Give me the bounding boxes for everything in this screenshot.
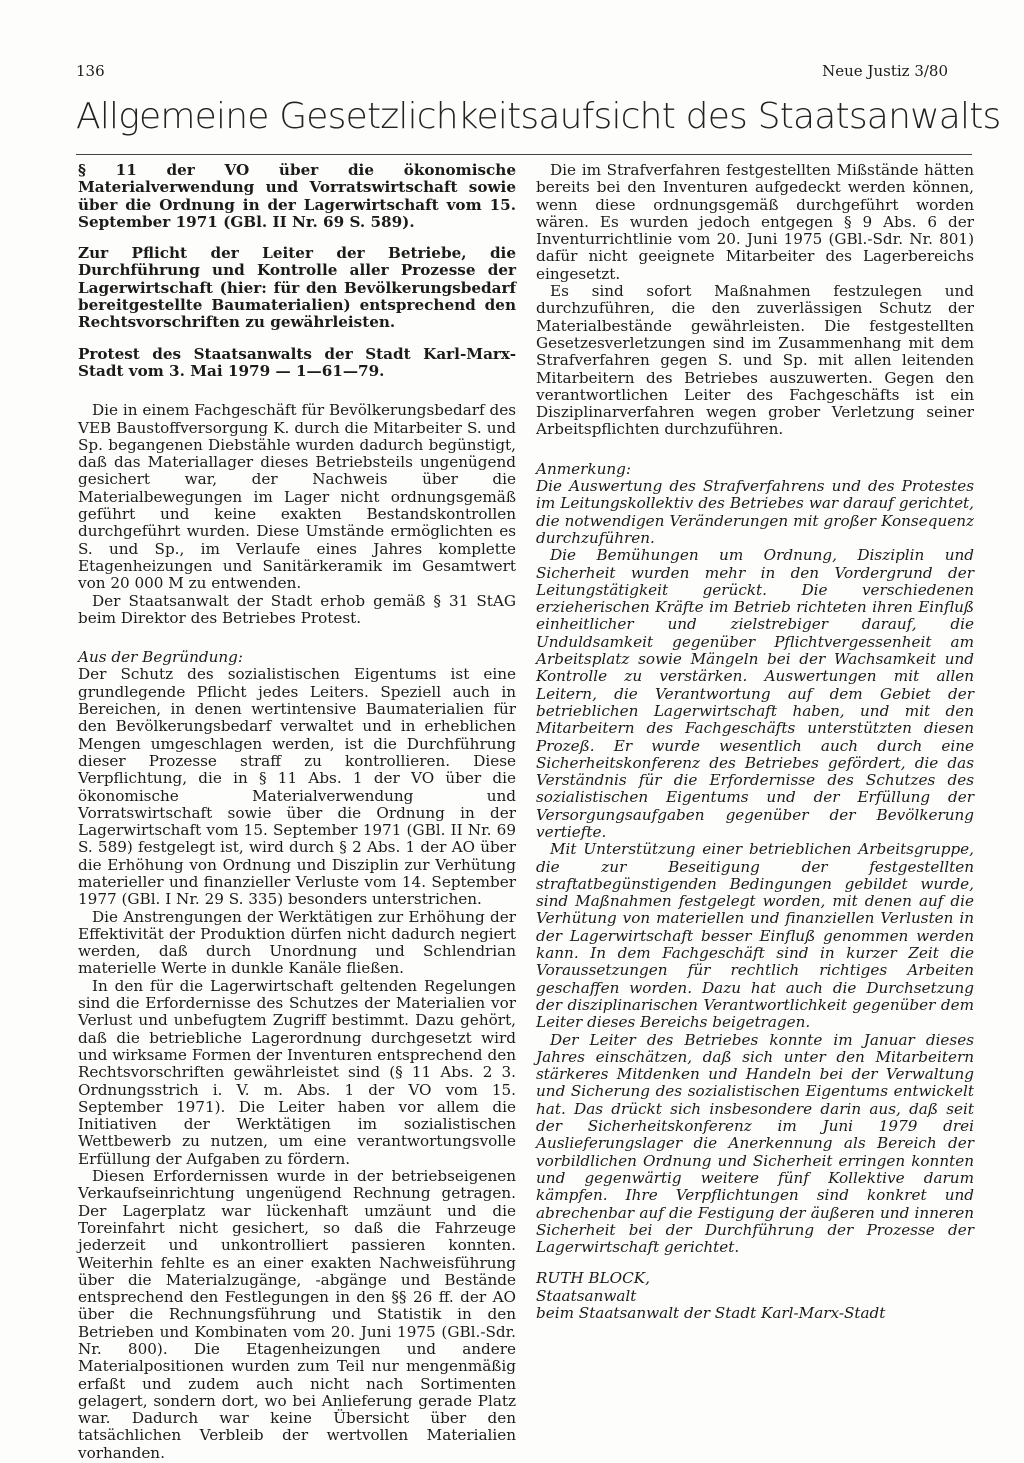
body-paragraph: Der Staatsanwalt der Stadt erhob gemäß § 31 StAG beim Direktor des Betriebes Protest. xyxy=(78,591,516,627)
author-office: beim Staatsanwalt der Stadt Karl-Marx-Stadt xyxy=(536,1304,886,1322)
body-paragraph: Es sind sofort Maßnahmen festzulegen und durchzuführen, die den zuverlässigen Schutz der Materialbestände gewährleisten. Die festgestellten Gesetzesverletzungen sind im Zusammenhang mit dem Strafverfahren gegen S. und Sp. mit allen leitenden Mitarbeitern des Betriebes auszuwerten. Gegen den verantwortlichen Leiter des Fachgeschäfts ist ein Disziplinarverfahren wegen grober Verletzung seiner Arbeitspflichten durchzuführen. xyxy=(536,282,974,439)
body-paragraph: Die in einem Fachgeschäft für Bevölkerungsbedarf des VEB Baustoffversorgung K. durch die Mitarbeiter S. und Sp. begangenen Diebstähle wurden dadurch begünstigt, daß das Materiallager dieses Betriebsteils ungenügend gesichert war, der Nachweis über die Materialbewegungen im Lager nicht ordnungsgemäß geführt und keine exakten Bestandskontrollen durchgeführt wurden. Diese Umstände ermöglichten es S. und Sp., im Verlaufe eines Jahres komplette Etagenheizungen und Sanitärkeramik im Gesamtwert von 20 000 M zu entwenden. xyxy=(78,401,516,593)
author-name: RUTH BLOCK, xyxy=(536,1269,650,1288)
left-column xyxy=(78,162,516,1462)
note-paragraph: Die Auswertung des Strafverfahrens und des Protestes im Leitungskollektiv des Betriebes war darauf gerichtet, die notwendigen Veränderungen mit großer Konsequenz durchzuführen. xyxy=(536,477,974,547)
note-heading: Anmerkung: xyxy=(536,459,632,478)
body-paragraph: Die Anstrengungen der Werktätigen zur Erhöhung der Effektivität der Produktion dürfen nicht dadurch negiert werden, daß durch Unordnung und Schlendrian materielle Werte in dunkle Kanäle fließen. xyxy=(78,907,516,978)
page-title: Allgemeine Gesetzlichkeitsaufsicht des Staatsanwalts xyxy=(76,96,1001,137)
title-divider xyxy=(76,154,972,155)
body-paragraph: Diesen Erfordernissen wurde in der betriebseigenen Verkaufseinrichtung ungenügend Rechnung getragen. Der Lagerplatz war lückenhaft umzäunt und die Toreinfahrt nicht gesichert, so daß die Fahrzeuge jederzeit und unkontrolliert passieren konnten. Weiterhin fehlte es an einer exakten Nachweisführung über die Materialzugänge, -abgänge und Bestände entsprechend den Festlegungen in den §§ 26 ff. der AO über die Rechnungsführung und Statistik in den Betrieben und Kombinaten vom 20. Juni 1975 (GBl.-Sdr. Nr. 800). Die Etagenheizungen und andere Materialpositionen wurden zum Teil nur mengenmäßig erfaßt und zudem auch nicht nach Sortimenten gelagert, sondern dort, wo bei Anlieferung gerade Platz war. Dadurch war keine Übersicht über den tatsächlichen Verbleib der wertvollen Materialien vorhanden. xyxy=(78,1167,516,1462)
law-reference: § 11 der VO über die ökonomische Materialverwendung und Vorratswirtschaft sowie über die Ordnung in der Lagerwirtschaft vom 15. September 1971 (GBl. II Nr. 69 S. 589). xyxy=(78,161,516,231)
body-paragraph: Der Schutz des sozialistischen Eigentums ist eine grundlegende Pflicht jedes Leiters. Speziell auch in Bereichen, in denen wertintensive Baumaterialien für den Bevölkerungsbedarf verwaltet und in erheblichen Mengen umgeschlagen werden, ist die Durchführung dieser Prozesse straff zu kontrollieren. Diese Verpflichtung, die in § 11 Abs. 1 der VO über die ökonomische Materialverwendung und Vorratswirtschaft sowie über die Ordnung in der Lagerwirtschaft vom 15. September 1971 (GBl. II Nr. 69 S. 589) festgelegt ist, wird durch § 2 Abs. 1 der AO über die Erhöhung von Ordnung und Disziplin zur Verhütung materieller und finanzieller Verluste vom 14. September 1977 (GBl. I Nr. 29 S. 335) besonders unterstrichen. xyxy=(78,665,516,909)
body-paragraph: Die im Strafverfahren festgestellten Mißstände hätten bereits bei den Inventuren aufgedeckt werden können, wenn diese ordnungsgemäß durchgeführt worden wären. Es wurden jedoch entgegen § 9 Abs. 6 der Inventurrichtlinie vom 20. Juni 1975 (GBl.-Sdr. Nr. 801) dafür nicht geeignete Mitarbeiter des Lagerbereichs eingesetzt. xyxy=(536,161,974,283)
note-paragraph: Der Leiter des Betriebes konnte im Januar dieses Jahres einschätzen, daß sich unter den Mitarbeitern stärkeres Mitdenken und Handeln bei der Verwaltung und Sicherung des sozialistischen Eigentums entwickelt hat. Das drückt sich insbesondere darin aus, daß seit der Sicherheitskonferenz im Juni 1979 drei Auslieferungslager die Anerkennung als Bereich der vorbildlichen Ordnung und Sicherheit erringen konnten und gegenwärtig weitere fünf Kollektive darum kämpfen. Ihre Verpflichtungen sind konkret und abrechenbar auf die Festigung der äußeren und inneren Sicherheit bei der Durchführung der Prozesse der Lagerwirtschaft gerichtet. xyxy=(536,1030,974,1257)
note-paragraph: Die Bemühungen um Ordnung, Disziplin und Sicherheit wurden mehr in den Vordergrund der Leitungstätigkeit gerückt. Die verschiedenen erzieherischen Kräfte im Betrieb richteten ihren Einfluß einheitlicher und zielstrebiger darauf, die Unduldsamkeit gegenüber Pflichtvergessenheit am Arbeitsplatz sowie Mängeln bei der Wachsamkeit und Kontrolle zu verstärken. Auswertungen mit allen Leitern, die Verantwortung auf dem Gebiet der betrieblichen Lagerwirtschaft haben, und mit den Mitarbeitern des Fachgeschäfts unterstützten diesen Prozeß. Er wurde wesentlich auch durch eine Sicherheitskonferenz des Betriebes gefördert, die das Verständnis für die Erfordernisse des Schutzes des sozialistischen Eigentums und der Erfüllung der Versorgungsaufgaben gegenüber der Bevölkerung vertiefte. xyxy=(536,546,974,841)
headnote: Zur Pflicht der Leiter der Betriebe, die Durchführung und Kontrolle aller Prozesse der Lagerwirtschaft (hier: für den Bevölkerungsbedarf bereitgestellte Baumaterialien) entsprechend den Rechtsvorschriften zu gewährleisten. xyxy=(78,244,516,332)
section-heading: Aus der Begründung: xyxy=(78,648,243,667)
protest-reference: Protest des Staatsanwalts der Stadt Karl-Marx-Stadt vom 3. Mai 1979 — 1—61—79. xyxy=(78,344,516,380)
page-number: 136 xyxy=(76,62,105,80)
body-paragraph: In den für die Lagerwirtschaft geltenden Regelungen sind die Erfordernisse des Schutzes der Materialien vor Verlust und unbefugtem Zugriff bestimmt. Dazu gehört, daß die betriebliche Lagerordnung durchgesetzt wird und wirksame Formen der Inventuren entsprechend den Rechtsvorschriften gewährleistet sind (§ 11 Abs. 2 3. Ordnungsstrich i. V. m. Abs. 1 der VO vom 15. September 1971). Die Leiter haben vor allem die Initiativen der Werktätigen im sozialistischen Wettbewerb zu nutzen, um eine verantwortungsvolle Erfüllung der Aufgaben zu fördern. xyxy=(78,976,516,1168)
right-column xyxy=(536,162,974,1322)
author-title: Staatsanwalt xyxy=(536,1286,637,1305)
note-paragraph: Mit Unterstützung einer betrieblichen Arbeitsgruppe, die zur Beseitigung der festgestellten straftatbegünstigenden Bedingungen gebildet wurde, sind Maßnahmen festgelegt worden, mit denen auf die Verhütung von materiellen und finanziellen Verlusten in der Lagerwirtschaft besser Einfluß genommen werden kann. In dem Fachgeschäft sind in kurzer Zeit die Voraussetzungen für rechtlich richtiges Arbeiten geschaffen worden. Dazu hat auch die Durchsetzung der disziplinarischen Verantwortlichkeit gegenüber dem Leiter dieses Bereichs beigetragen. xyxy=(536,840,974,1032)
journal-issue: Neue Justiz 3/80 xyxy=(822,62,948,80)
